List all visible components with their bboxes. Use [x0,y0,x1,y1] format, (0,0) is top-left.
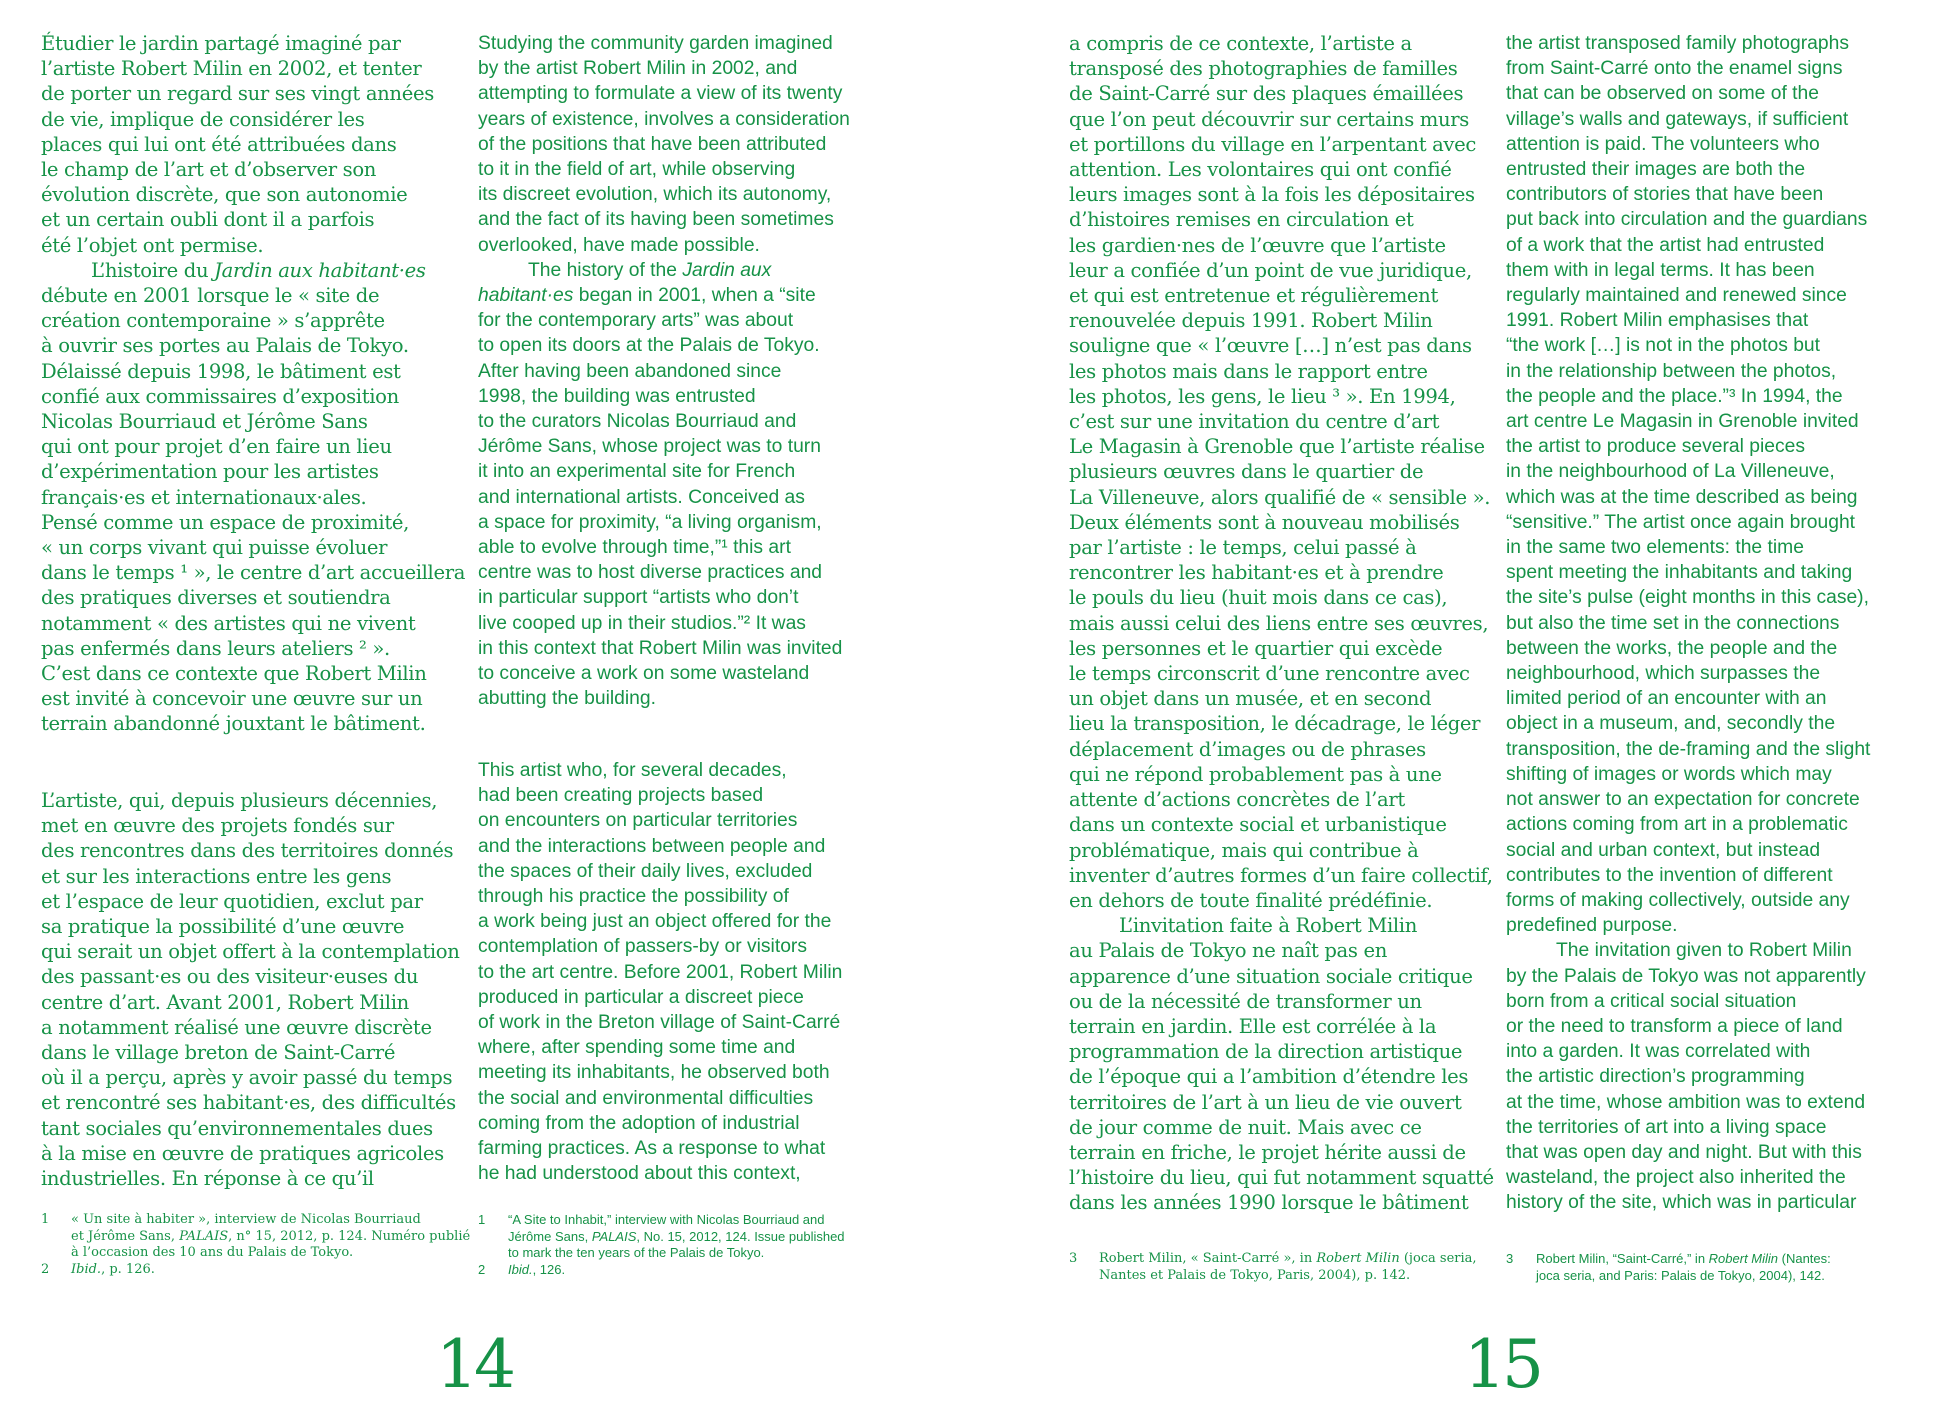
paragraph: a compris de ce contexte, l’artiste a transposé des photographies de familles de Saint-Carré sur des plaques émaillées que l’on peut découvrir sur certains murs et portillons du village en l’arpentant avec attention. Les volontaires qui ont confié leurs images sont à la fois les dépositaires d’histoires remises en circulation et les gardien·nes de l’œuvre que l’artiste leur a confiée d’un point de vue juridique, et qui est entretenue et régulièrement renouvelée depuis 1991. Robert Milin souligne que « l’œuvre […] n’est pas dans les photos mais dans le rapport entre les photos, les gens, le lieu ³ ». En 1994, c’est sur une invitation du centre d’art Le Magasin à Grenoble que l’artiste réalise plusieurs œuvres dans le quartier de La Villeneuve, alors qualifié de « sensible ». Deux éléments sont à nouveau mobilisés par l’artiste : le temps, celui passé à rencontrer les habitant·es et à prendre le pouls du lieu (huit mois dans ce cas), mais aussi celui des liens entre ses œuvres, les personnes et le quartier qui excède le temps circonscrit d’une rencontre avec un objet dans un musée, et en second lieu la transposition, le décadrage, le léger déplacement d’images ou de phrases qui ne répond probablement pas à une attente d’actions concrètes de l’art dans un contexte social et urbanistique problématique, mais qui contribue à inventer d’autres formes d’un faire collectif, en dehors de toute finalité prédéfinie. [1069,32,1493,912]
text: L’histoire du [91,258,215,282]
text: Robert Milin, “Saint-Carré,” in [1536,1251,1709,1266]
footnote-number: 3 [1506,1251,1514,1266]
text: , n° 15, 2012, p. 124. Numéro publié à l’occasion des 10 ans du Palais de Tokyo. [71,1228,471,1260]
text: Robert Milin, « Saint-Carré », in [1099,1251,1317,1266]
english-column-right [1506,31,1926,1216]
footnote-number: 1 [478,1212,486,1227]
artwork-title: Jardin aux habitant·es [478,259,772,307]
publication-title: Robert Milin [1316,1251,1400,1266]
footnotes-en-left [478,1212,898,1278]
footnote [1506,1251,1926,1284]
footnote [41,1212,481,1262]
paragraph [478,258,898,712]
paragraph: This artist who, for several decades, had been creating projects based on encounters on particular territories and the interactions between people and the spaces of their daily lives, excluded through his practice the possibility of a work being just an object offered for the contemplation of passers-by or visitors to the art centre. Before 2001, Robert Milin produced in particular a discreet piece of work in the Breton village of Saint-Carré where, after spending some time and meeting its inhabitants, he observed both the social and environmental difficulties coming from the adoption of industrial farming practices. As a response to what he had understood about this context, [478,760,843,1185]
publication-title: PALAIS [179,1228,229,1244]
paragraph: Studying the community garden imagined by the artist Robert Milin in 2002, and attempting to formulate a view of its twenty years of existence, involves a consideration of the positions that have been attributed to it in the field of art, while observing its discreet evolution, which its autonomy, and the fact of its having been sometimes overlooked, have made possible. [478,33,850,256]
paragraph: The invitation given to Robert Milin by the Palais de Tokyo was not apparently born from a critical social situation or the need to transform a piece of land into a garden. It was correlated with the artistic direction’s programming at the time, whose ambition was to extend the territories of art into a living space that was open day and night. But with this wasteland, the project also inherited the history of the site, which was in particular [1506,940,1866,1214]
footnote [478,1262,898,1279]
text: “A Site to Inhabit,” interview with Nicolas Bourriaud and Jérôme Sans, [508,1212,825,1244]
publication-title: PALAIS [591,1228,637,1244]
french-column-left [41,31,481,737]
text: The history of the [528,259,683,281]
text: (Nantes: joca seria, and Paris: Palais de Tokyo, 2004), 142. [1536,1251,1831,1283]
publication-title: Robert Milin [1708,1251,1779,1266]
english-column-left-lower [478,758,898,1186]
text: Ibid. [508,1261,533,1277]
page-number: 14 [436,1326,512,1403]
text: began in 2001, when a “site for the contemporary arts” was about to open its doors at the Palais de Tokyo. After having been abandoned since 1998, the building was entrusted to the curators Nicolas Bourriaud and Jérôme Sans, whose project was to turn it into an experimental site for French and international artists. Conceived as a space for proximity, “a living organism, able to evolve through time,”¹ this art centre was to host diverse practices and in particular support “artists who don’t live cooped up in their studios.”² It was in this context that Robert Milin was invited to conceive a work on some wasteland abutting the building. [478,285,843,710]
footnote-number: 1 [41,1212,50,1227]
paragraph: Étudier le jardin partagé imaginé par l’artiste Robert Milin en 2002, et tenter de porter un regard sur ses vingt années de vie, implique de considérer les places qui lui ont été attribuées dans le champ de l’art et d’observer son évolution discrète, que son autonomie et un certain oubli dont il a parfois été l’objet ont permise. [41,32,434,257]
footnotes-en-right [1506,1251,1926,1284]
right-page [974,0,1948,1417]
footnote [1069,1251,1509,1284]
footnote-number: 3 [1069,1251,1078,1266]
text: « Un site à habiter », interview de Nicolas Bourriaud et Jérôme Sans, [71,1212,421,1244]
footnotes-fr-right [1069,1251,1509,1284]
paragraph [41,258,481,737]
french-column-left-lower [41,788,481,1191]
french-column-right [1069,31,1509,1216]
paragraph: the artist transposed family photographs from Saint-Carré onto the enamel signs that can be observed on some of the village’s walls and gateways, if sufficient attention is paid. The volunteers who entrusted their images are both the contributors of stories that have been put back into circulation and the guardians of a work that the artist had entrusted them with in legal terms. It has been regularly maintained and renewed since 1991. Robert Milin emphasises that “the work […] is not in the photos but in the relationship between the photos, the people and the place.”³ In 1994, the art centre Le Magasin in Grenoble invited the artist to produce several pieces in the neighbourhood of La Villeneuve, which was at the time described as being “sensitive.” The artist once again brought in the same two elements: the time spent meeting the inhabitants and taking the site’s pulse (eight months in this case), but also the time set in the connections between the works, the people and the neighbourhood, which surpasses the limited period of an encounter with an object in a museum, and, secondly the transposition, the de-framing and the slight shifting of images or words which may not answer to an expectation for concrete actions coming from art in a problematic social and urban context, but instead contributes to the invention of different forms of making collectively, outside any predefined purpose. [1506,33,1871,937]
footnote-number: 2 [478,1261,486,1277]
footnote [41,1262,481,1279]
page-number: 15 [1464,1326,1540,1403]
paragraph: L’artiste, qui, depuis plusieurs décennies, met en œuvre des projets fondés sur des rencontres dans des territoires donnés et sur les interactions entre les gens et l’espace de leur quotidien, exclut par sa pratique la possibilité d’une œuvre qui serait un objet offert à la contemplation des passant·es ou des visiteur·euses du centre d’art. Avant 2001, Robert Milin a notamment réalisé une œuvre discrète dans le village breton de Saint-Carré où il a perçu, après y avoir passé du temps et rencontré ses habitant·es, des difficultés tant sociales qu’environnementales dues à la mise en œuvre de pratiques agricoles industrielles. En réponse à ce qu’il [41,789,460,1191]
footnote [478,1212,898,1262]
text: , p. 126. [101,1261,155,1277]
text: Ibid. [71,1261,102,1277]
footnote-number: 2 [41,1261,50,1277]
paragraph: L’invitation faite à Robert Milin au Palais de Tokyo ne naît pas en apparence d’une situation sociale critique ou de la nécessité de transformer un terrain en jardin. Elle est corrélée à la programmation de la direction artistique de l’époque qui a l’ambition d’étendre les territoires de l’art à un lieu de vie ouvert de jour comme de nuit. Mais avec ce terrain en friche, le projet hérite aussi de l’histoire du lieu, qui fut notamment squatté dans les années 1990 lorsque le bâtiment [1069,914,1494,1215]
footnotes-fr-left [41,1212,481,1278]
text: , No. 15, 2012, 124. Issue published to mark the ten years of the Palais de Tokyo. [508,1228,845,1260]
text: (joca seria, Nantes et Palais de Tokyo, Paris, 2004), p. 142. [1099,1251,1477,1283]
english-column-left [478,31,898,711]
text: débute en 2001 lorsque le « site de création contemporaine » s’apprête à ouvrir ses portes au Palais de Tokyo. Délaissé depuis 1998, le bâtiment est confié aux commissaires d’exposition Nicolas Bourriaud et Jérôme Sans qui ont pour projet d’en faire un lieu d’expérimentation pour les artistes français·es et internationaux·ales. Pensé comme un espace de proximité, « un corps vivant qui puisse évoluer dans le temps ¹ », le centre d’art accueillera des pratiques diverses et soutiendra notamment « des artistes qui ne vivent pas enfermés dans leurs ateliers ² ». C’est dans ce contexte que Robert Milin est invité à concevoir une œuvre sur un terrain abandonné jouxtant le bâtiment. [41,284,466,736]
artwork-title: Jardin aux habitant·es [214,258,426,282]
text: , 126. [532,1261,566,1277]
